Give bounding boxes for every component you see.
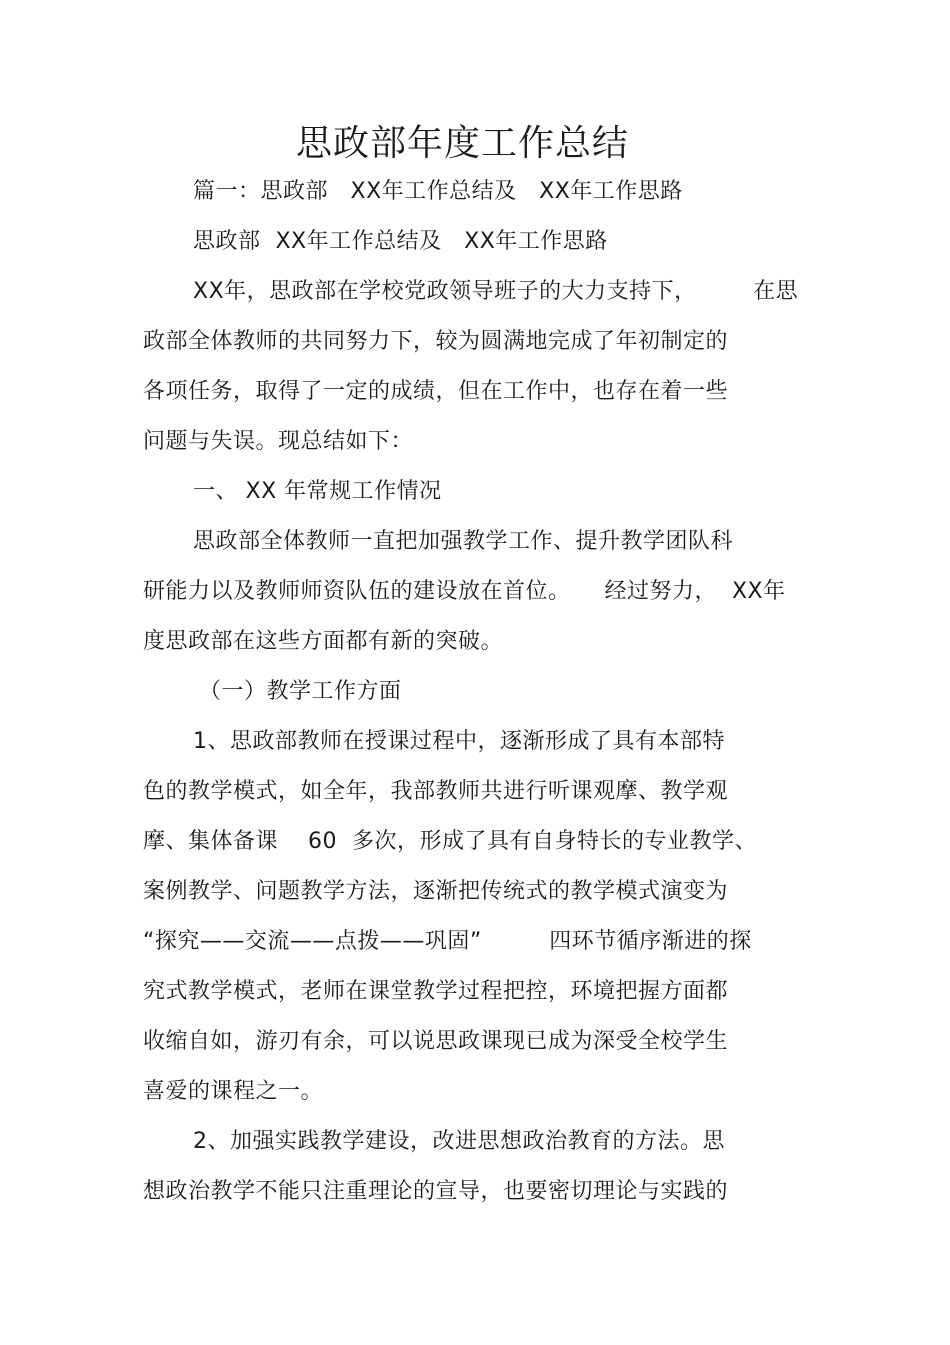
paragraph-line: 2、加强实践教学建设，改进思想政治教育的方法。思 xyxy=(193,1129,725,1154)
document-title: 思政部年度工作总结 xyxy=(295,123,629,164)
paragraph-line: 研能力以及教师师资队伍的建设放在首位。 经过努力， XX年 xyxy=(143,579,786,604)
paragraph-line: 1、思政部教师在授课过程中，逐渐形成了具有本部特 xyxy=(193,729,725,754)
paragraph-line: 色的教学模式，如全年，我部教师共进行听课观摩、教学观 xyxy=(143,779,729,804)
paragraph-line: 案例教学、问题教学方法，逐渐把传统式的教学模式演变为 xyxy=(143,879,729,904)
subsection-heading: （一）教学工作方面 xyxy=(199,679,402,704)
paragraph-line: 究式教学模式，老师在课堂教学过程把控，环境把握方面都 xyxy=(143,979,729,1004)
paragraph-line: “探究——交流——点拨——巩固” 四环节循序渐进的探 xyxy=(143,929,752,954)
paragraph-line: 想政治教学不能只注重理论的宣导，也要密切理论与实践的 xyxy=(143,1179,729,1204)
paragraph-line: 收缩自如，游刃有余，可以说思政课现已成为深受全校学生 xyxy=(143,1029,729,1054)
paragraph-line: 政部全体教师的共同努力下，较为圆满地完成了年初制定的 xyxy=(143,329,729,354)
paragraph-line: 度思政部在这些方面都有新的突破。 xyxy=(143,629,504,654)
paragraph-line: 喜爱的课程之一。 xyxy=(143,1079,324,1104)
heading-line: 思政部 XX年工作总结及 XX年工作思路 xyxy=(193,229,608,254)
paragraph-line: 各项任务，取得了一定的成绩，但在工作中，也存在着一些 xyxy=(143,379,729,404)
paragraph-line: 摩、集体备课 60 多次，形成了具有自身特长的专业教学、 xyxy=(143,829,757,854)
paragraph-line: 问题与失误。现总结如下： xyxy=(143,429,414,454)
paragraph-line: 思政部全体教师一直把加强教学工作、提升教学团队科 xyxy=(193,529,734,554)
section-heading: 一、 XX 年常规工作情况 xyxy=(193,479,442,504)
paragraph-line: XX年，思政部在学校党政领导班子的大力支持下， 在思 xyxy=(193,279,799,304)
subtitle-line: 篇一：思政部 XX年工作总结及 XX年工作思路 xyxy=(193,179,683,204)
